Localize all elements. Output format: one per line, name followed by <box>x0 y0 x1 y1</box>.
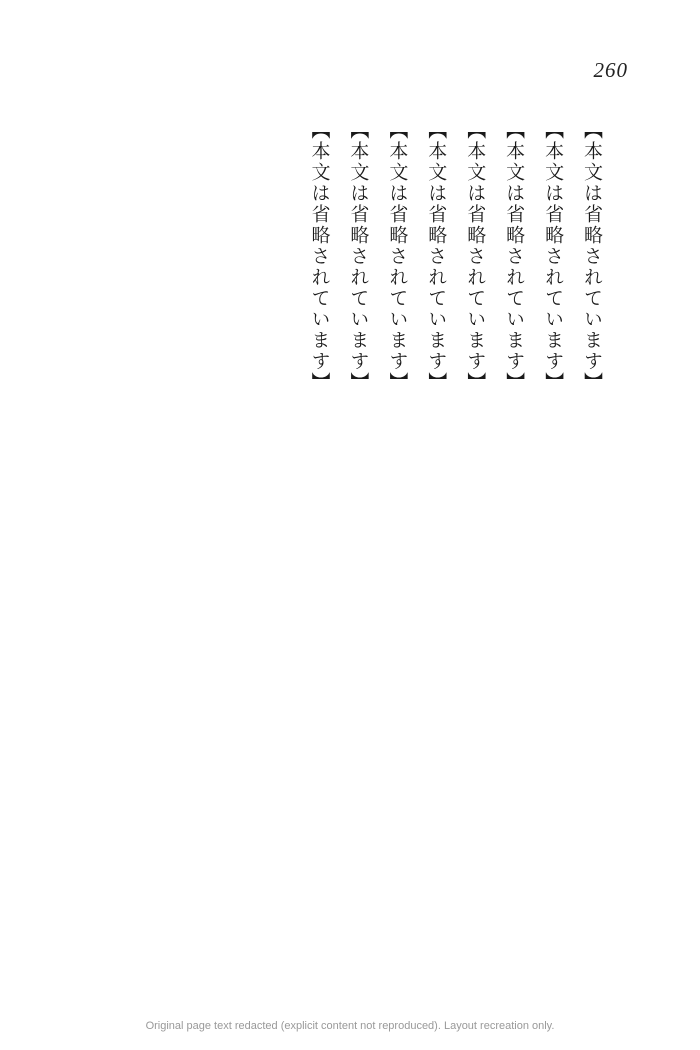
page-number: 260 <box>593 58 628 82</box>
paragraph: 【本文は省略されています】 <box>542 120 564 393</box>
paragraph: 【本文は省略されています】 <box>425 120 447 393</box>
paragraph: 【本文は省略されています】 <box>464 120 486 393</box>
redaction-note: Original page text redacted (explicit content not reproduced). Layout recreation only. <box>145 1020 555 1032</box>
paragraph: 【本文は省略されています】 <box>347 120 369 393</box>
paragraph: 【本文は省略されています】 <box>503 120 525 393</box>
paragraph: 【本文は省略されています】 <box>308 120 330 393</box>
body-text-block <box>80 120 610 960</box>
paragraph: 【本文は省略されています】 <box>386 120 408 393</box>
paragraph: 【本文は省略されています】 <box>581 120 602 393</box>
